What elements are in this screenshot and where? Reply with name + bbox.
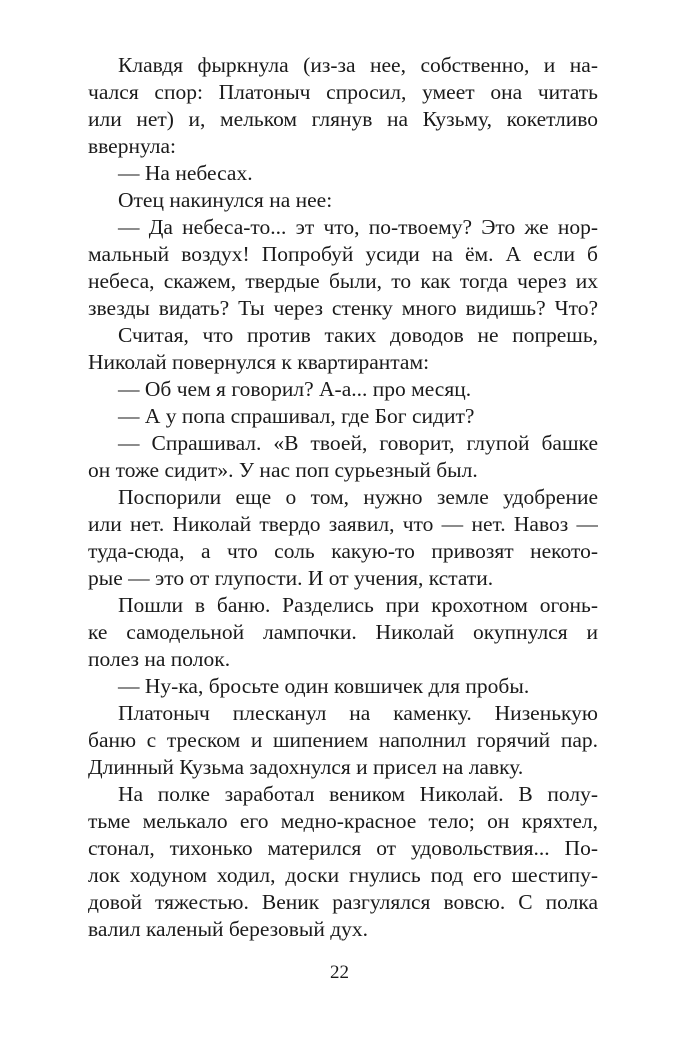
text-line: стонал, тихонько матерился от удовольствия... По- [88, 836, 598, 860]
text-line: Считая, что против таких доводов не попрешь, [118, 323, 598, 347]
body-text [88, 52, 598, 943]
text-line: — Об чем я говорил? А-а... про месяц. [118, 377, 472, 401]
text-line: — Да небеса-то... эт что, по-твоему? Это же нор- [118, 215, 598, 239]
text-line: звезды видать? Ты через стенку много видишь? Что? [88, 296, 598, 320]
text-line: мальный воздух! Попробуй усиди на ём. А если б [88, 242, 598, 266]
text-line: ввернула: [88, 134, 177, 158]
text-line: небеса, скажем, твердые были, то как тогда через их [88, 269, 598, 293]
text-line: — Спрашивал. «В твоей, говорит, глупой башке [118, 431, 598, 455]
text-line: — А у попа спрашивал, где Бог сидит? [118, 404, 475, 428]
text-line: ке самодельной лампочки. Николай окупнулся и [88, 620, 598, 644]
text-line: — На небесах. [118, 161, 253, 185]
text-line: лок ходуном ходил, доски гнулись под его шестипу- [88, 863, 598, 887]
text-line: Отец накинулся на нее: [118, 188, 333, 212]
text-line: Поспорили еще о том, нужно земле удобрение [118, 485, 598, 509]
text-line: Длинный Кузьма задохнулся и присел на лавку. [88, 755, 524, 779]
text-line: полез на полок. [88, 647, 231, 671]
text-line: Платоныч плесканул на каменку. Низенькую [118, 701, 598, 725]
page-number: 22 [330, 962, 349, 983]
text-line: чался спор: Платоныч спросил, умеет она читать [88, 80, 598, 104]
text-line: или нет) и, мельком глянув на Кузьму, кокетливо [88, 107, 598, 131]
text-line: довой тяжестью. Веник разгулялся вовсю. С полка [88, 890, 598, 914]
text-line: Пошли в баню. Разделись при крохотном огонь- [118, 593, 598, 617]
text-line: рые — это от глупости. И от учения, кстати. [88, 566, 494, 590]
text-line: или нет. Николай твердо заявил, что — нет. Навоз — [88, 512, 598, 536]
text-line: он тоже сидит». У нас поп сурьезный был. [88, 458, 478, 482]
text-line: Николай повернулся к квартирантам: [88, 350, 430, 374]
text-line: На полке заработал веником Николай. В полу- [118, 782, 598, 806]
text-line: туда-сюда, а что соль какую-то привозят некото- [88, 539, 598, 563]
text-line: тьме мелькало его медно-красное тело; он кряхтел, [88, 809, 598, 833]
text-line: валил каленый березовый дух. [88, 917, 369, 941]
text-line: баню с треском и шипением наполнил горячий пар. [88, 728, 598, 752]
text-line: — Ну-ка, бросьте один ковшичек для пробы. [118, 674, 530, 698]
text-line: Клавдя фыркнула (из-за нее, собственно, и на- [118, 53, 598, 77]
